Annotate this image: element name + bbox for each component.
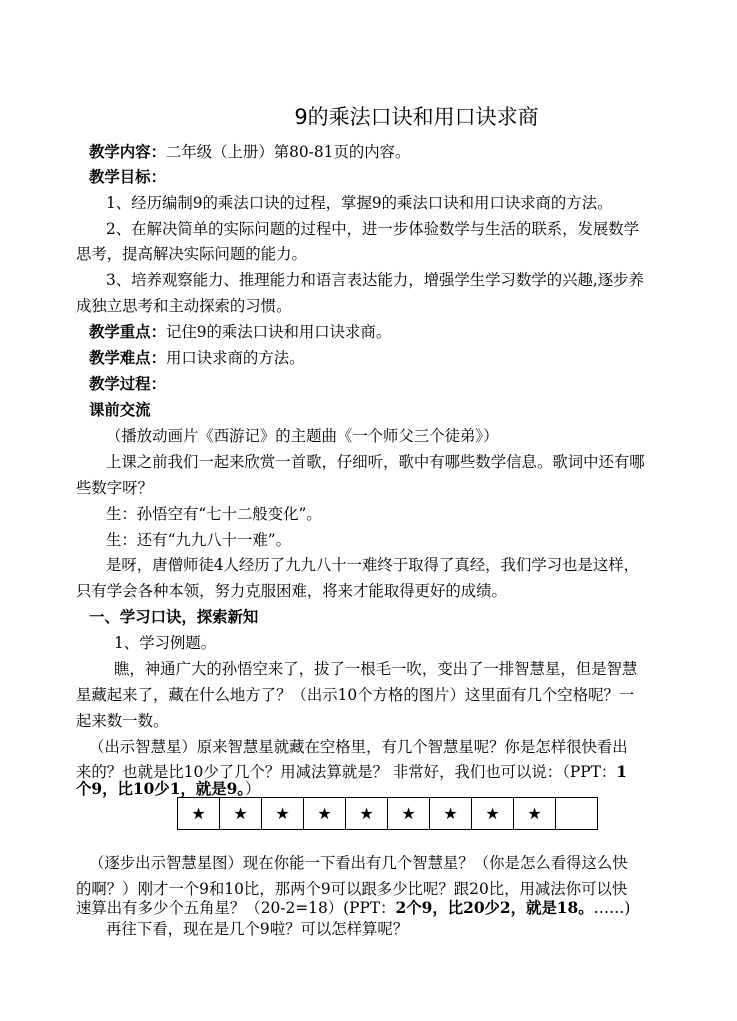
star-cell: ★	[346, 798, 388, 830]
goal-1: 1、经历编制9的乘法口诀的过程，掌握9的乘法口诀和用口诀求商的方法。	[106, 194, 613, 212]
section1-p2b-text: 来的？也就是比10少了几个？用减法算就是？ 非常好，我们也可以说：（PPT：	[76, 763, 617, 781]
section1-p1b: 星藏起来了，藏在什么地方了？（出示10个方格的图片）这里面有几个空格呢？一	[76, 686, 635, 704]
section1-heading: 一、学习口诀，探索新知	[89, 608, 259, 626]
goal-2b: 思考，提高解决实际问题的能力。	[76, 245, 307, 263]
section1-sub: 1、学习例题。	[114, 634, 217, 652]
preclass-heading: 课前交流	[89, 401, 151, 419]
section1-p1a: 瞧，神通广大的孙悟空来了，拔了一根毛一吹，变出了一排智慧星，但是智慧	[114, 660, 638, 678]
star-cell: ★	[304, 798, 346, 830]
star-cell: ★	[220, 798, 262, 830]
section1-p2c	[76, 779, 666, 799]
preclass-line-5b: 只有学会各种本领，努力克服困难，将来才能取得更好的成绩。	[76, 582, 507, 600]
section1-p1c: 起来数一数。	[76, 712, 169, 730]
goal-3a: 3、培养观察能力、推理能力和语言表达能力，增强学生学习数学的兴趣,逐步养	[106, 271, 644, 289]
goal-3b: 成独立思考和主动探索的习惯。	[76, 297, 292, 315]
empty-cell	[556, 798, 598, 830]
star-cell: ★	[430, 798, 472, 830]
star-cell: ★	[472, 798, 514, 830]
content-label: 教学内容：	[89, 143, 166, 161]
difficulty-label: 教学难点：	[89, 349, 166, 367]
star-cell: ★	[514, 798, 556, 830]
star-grid	[177, 797, 598, 830]
key-line	[89, 322, 679, 342]
star-cell: ★	[178, 798, 220, 830]
section1-p3c-text: 速算出有多少个五角星？（20-2=18）(PPT：	[76, 899, 396, 917]
section1-p3a: （逐步出示智慧星图）现在你能一下看出有几个智慧星？（你是怎么看得这么快	[89, 854, 628, 872]
process-label: 教学过程：	[89, 375, 166, 393]
section1-p3b: 的啊？）刚才一个9和10比，那两个9可以跟多少比呢？跟20比，用减法你可以快	[76, 880, 628, 898]
goal-2a: 2、在解决简单的实际问题的过程中，进一步体验数学与生活的联系，发展数学	[106, 220, 640, 238]
preclass-line-5a: 是呀，唐僧师徒4人经历了九九八十一难终于取得了真经，我们学习也是这样，	[106, 556, 640, 574]
section1-p2a: （出示智慧星）原来智慧星就藏在空格里，有几个智慧星呢？你是怎样很快看出	[89, 738, 628, 756]
preclass-line-2b: 些数字呀？	[76, 479, 153, 497]
content-text: 二年级（上册）第80-81页的内容。	[165, 143, 411, 161]
page-title: 9的乘法口诀和用口诀求商	[294, 105, 539, 129]
goals-label: 教学目标：	[89, 168, 166, 186]
preclass-line-4: 生：还有“九九八十一难”。	[106, 531, 292, 549]
section1-p3c-end: ……)	[593, 899, 631, 917]
star-cell: ★	[388, 798, 430, 830]
section1-p2c-bold: 个9，比10少1，就是9。	[76, 780, 245, 798]
key-label: 教学重点：	[89, 323, 166, 341]
key-text: 记住9的乘法口诀和用口诀求商。	[165, 323, 392, 341]
content-line	[89, 142, 679, 162]
difficulty-line	[89, 348, 679, 368]
section1-p3c-bold: 2个9，比20少2，就是18。	[395, 899, 594, 917]
preclass-line-2a: 上课之前我们一起来欣赏一首歌，仔细听，歌中有哪些数学信息。歌词中还有哪	[106, 453, 645, 471]
section1-p2b-bold: 1	[616, 763, 627, 781]
section1-p2c-end: ）	[244, 780, 261, 798]
star-cell: ★	[262, 798, 304, 830]
section1-p4: 再往下看，现在是几个9啦？可以怎样算呢？	[106, 920, 409, 938]
preclass-line-1: （播放动画片《西游记》的主题曲《一个师父三个徒弟》）	[106, 427, 499, 445]
difficulty-text: 用口诀求商的方法。	[165, 349, 305, 367]
section1-p3c	[76, 898, 666, 918]
preclass-line-3: 生：孙悟空有“七十二般变化”。	[106, 505, 322, 523]
